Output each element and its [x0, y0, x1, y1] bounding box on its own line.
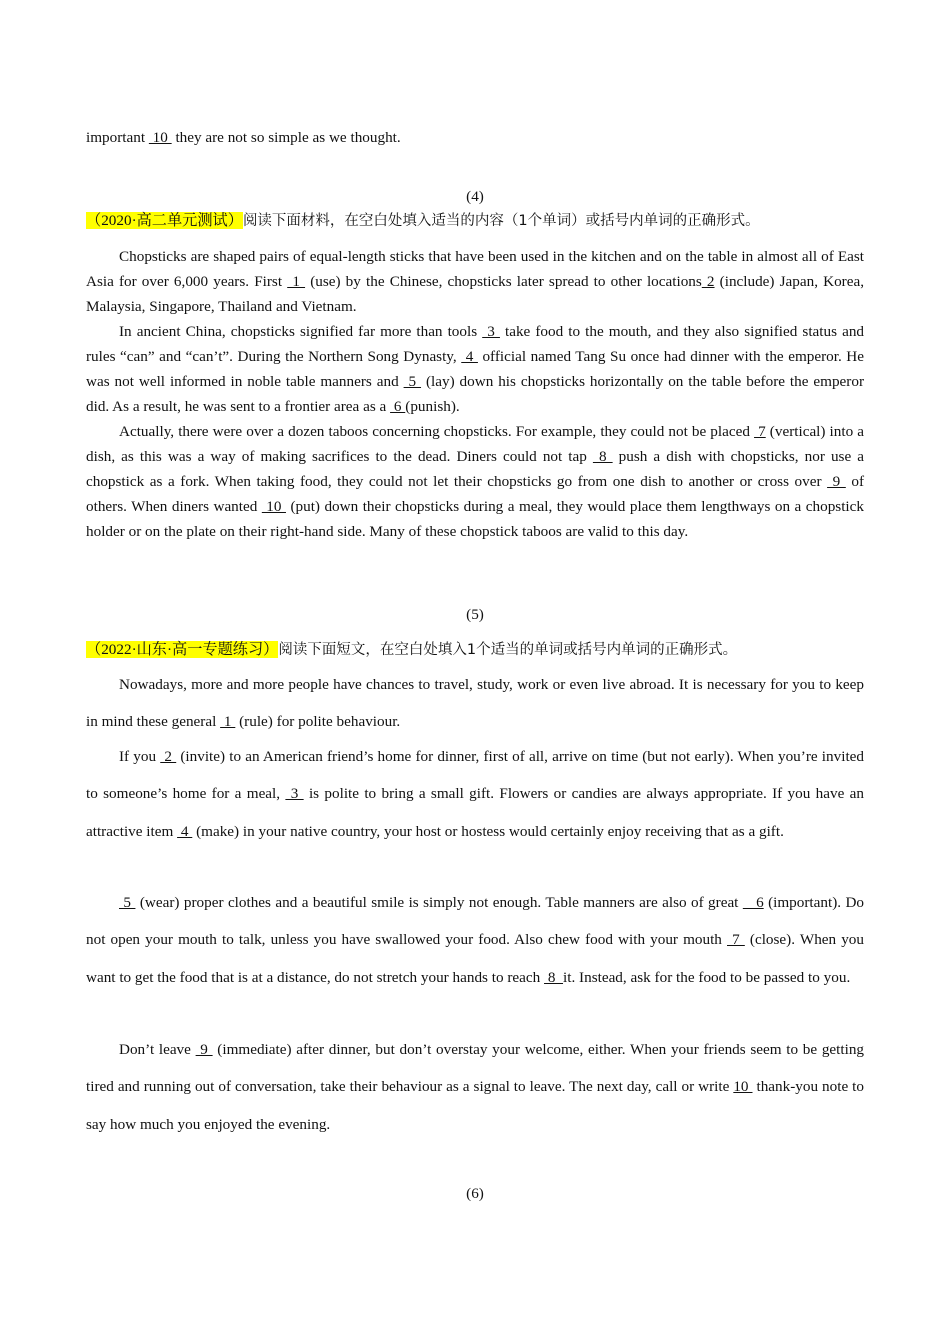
text-segment: push a dish with chopsticks, nor use a chopstick as a fork. When taking food, they could not let their chopsticks go from one dish to another or cross over [86, 448, 864, 490]
paragraph [86, 738, 864, 850]
text-segment: (invite) to an American friend’s home for dinner, first of all, arrive on time (but not early). When you’re invited to someone’s home for a meal, [86, 748, 864, 803]
source-line [86, 210, 760, 232]
text-segment: Chopsticks are shaped pairs of equal-length sticks that have been used in the kitchen and on the table in almost all of East Asia for over 6,000 years. First [86, 248, 864, 290]
text-segment: If you [119, 748, 161, 765]
blank-3: 3 [285, 785, 304, 803]
text-segment: (put) down their chopsticks during a meal, they would place them lengthways on a chopstick holder or on the plate on their right-hand side. Many of these chopstick taboos are valid to this day. [86, 498, 864, 540]
text-segment: (punish). [405, 398, 460, 415]
section-number: (4) [466, 188, 484, 205]
source-tag: （2022·山东·高一专题练习） [86, 641, 279, 658]
blank-10: 10 [148, 129, 172, 146]
paragraph [86, 244, 864, 319]
text-segment: is polite to bring a small gift. Flowers or candies are always appropriate. If you have an attractive item [86, 785, 864, 840]
text-segment: (important). Do not open your mouth to talk, unless you have swallowed your food. Also chew food with your mouth [86, 894, 865, 949]
text-segment: (use) by the Chinese, chopsticks later spread to other locations [305, 273, 702, 290]
blank-1: 1 [287, 273, 306, 290]
source-tag: （2020·高二单元测试） [86, 212, 243, 229]
source-line [86, 639, 737, 661]
paragraph [86, 1031, 864, 1143]
paragraph [86, 666, 864, 741]
blank-2: 2 [701, 273, 715, 290]
blank-10: 10 [733, 1078, 753, 1096]
blank-7: 7 [727, 931, 745, 949]
text-segment: it. Instead, ask for the food to be passed to you. [563, 968, 851, 986]
instruction: 阅读下面材料，在空白处填入适当的内容（1个单词）或括号内单词的正确形式。 [242, 213, 760, 229]
blank-1: 1 [220, 713, 236, 731]
text-segment: (immediate) after dinner, but don’t overstay your welcome, either. When your friends seem to be getting tired and running out of conversation, take their behaviour as a signal to leave. The next day, call or write [86, 1041, 865, 1096]
blank-9: 9 [827, 473, 846, 490]
text-segment: In ancient China, chopsticks signified far more than tools [119, 323, 483, 340]
blank-7: 7 [754, 423, 766, 440]
text-segment: take food to the mouth, and they also signified status and rules “can” and “can’t”. During the Northern Song Dynasty, [86, 323, 865, 365]
blank-4: 4 [461, 348, 478, 365]
blank-5: 5 [119, 894, 136, 911]
carry-over-line [86, 127, 401, 149]
blank-3: 3 [482, 323, 500, 340]
instruction: 阅读下面短文，在空白处填入1个适当的单词或括号内单词的正确形式。 [278, 642, 738, 658]
text-segment: thank-you note to say how much you enjoyed the evening. [86, 1078, 864, 1133]
text-segment: important [86, 129, 149, 146]
text-segment: Don’t leave [119, 1041, 196, 1058]
text-segment: they are not so simple as we thought. [171, 129, 401, 146]
blank-8: 8 [592, 448, 613, 465]
paragraph [86, 419, 864, 544]
blank-9: 9 [195, 1041, 213, 1058]
blank-2: 2 [160, 748, 177, 765]
text-segment: (wear) proper clothes and a beautiful smile is simply not enough. Table manners are also of great [135, 894, 743, 911]
paragraph [86, 319, 864, 419]
text-segment: Nowadays, more and more people have chances to travel, study, work or even live abroad. It is necessary for you to keep in mind these general [86, 676, 864, 731]
blank-5: 5 [403, 373, 422, 390]
text-segment: official named Tang Su once had dinner with the emperor. He was not well informed in noble table manners and [86, 348, 864, 390]
blank-6: 6 [742, 894, 764, 911]
text-segment: of others. When diners wanted [86, 473, 865, 515]
text-segment: (close). When you want to get the food that is at a distance, do not stretch your hands to reach [86, 931, 864, 986]
text-segment: (vertical) into a dish, as this was a way of making sacrifices to the dead. Diners could not tap [86, 423, 865, 465]
blank-4: 4 [177, 822, 193, 840]
text-segment: (lay) down his chopsticks horizontally on the table before the emperor did. As a result, he was sent to a frontier area as a [86, 373, 865, 415]
text-segment: (rule) for polite behaviour. [235, 713, 401, 731]
text-segment: (include) Japan, Korea, Malaysia, Singapore, Thailand and Vietnam. [86, 273, 865, 315]
text-segment: Actually, there were over a dozen taboos concerning chopsticks. For example, they could not be placed [119, 423, 755, 440]
section-number: (6) [466, 1185, 484, 1202]
blank-8: 8 [544, 968, 564, 986]
text-segment: (make) in your native country, your host or hostess would certainly enjoy receiving that as a gift. [192, 822, 784, 840]
section-number: (5) [466, 606, 484, 623]
paragraph [86, 884, 864, 996]
blank-10: 10 [261, 498, 286, 515]
blank-6: 6 [390, 398, 406, 415]
